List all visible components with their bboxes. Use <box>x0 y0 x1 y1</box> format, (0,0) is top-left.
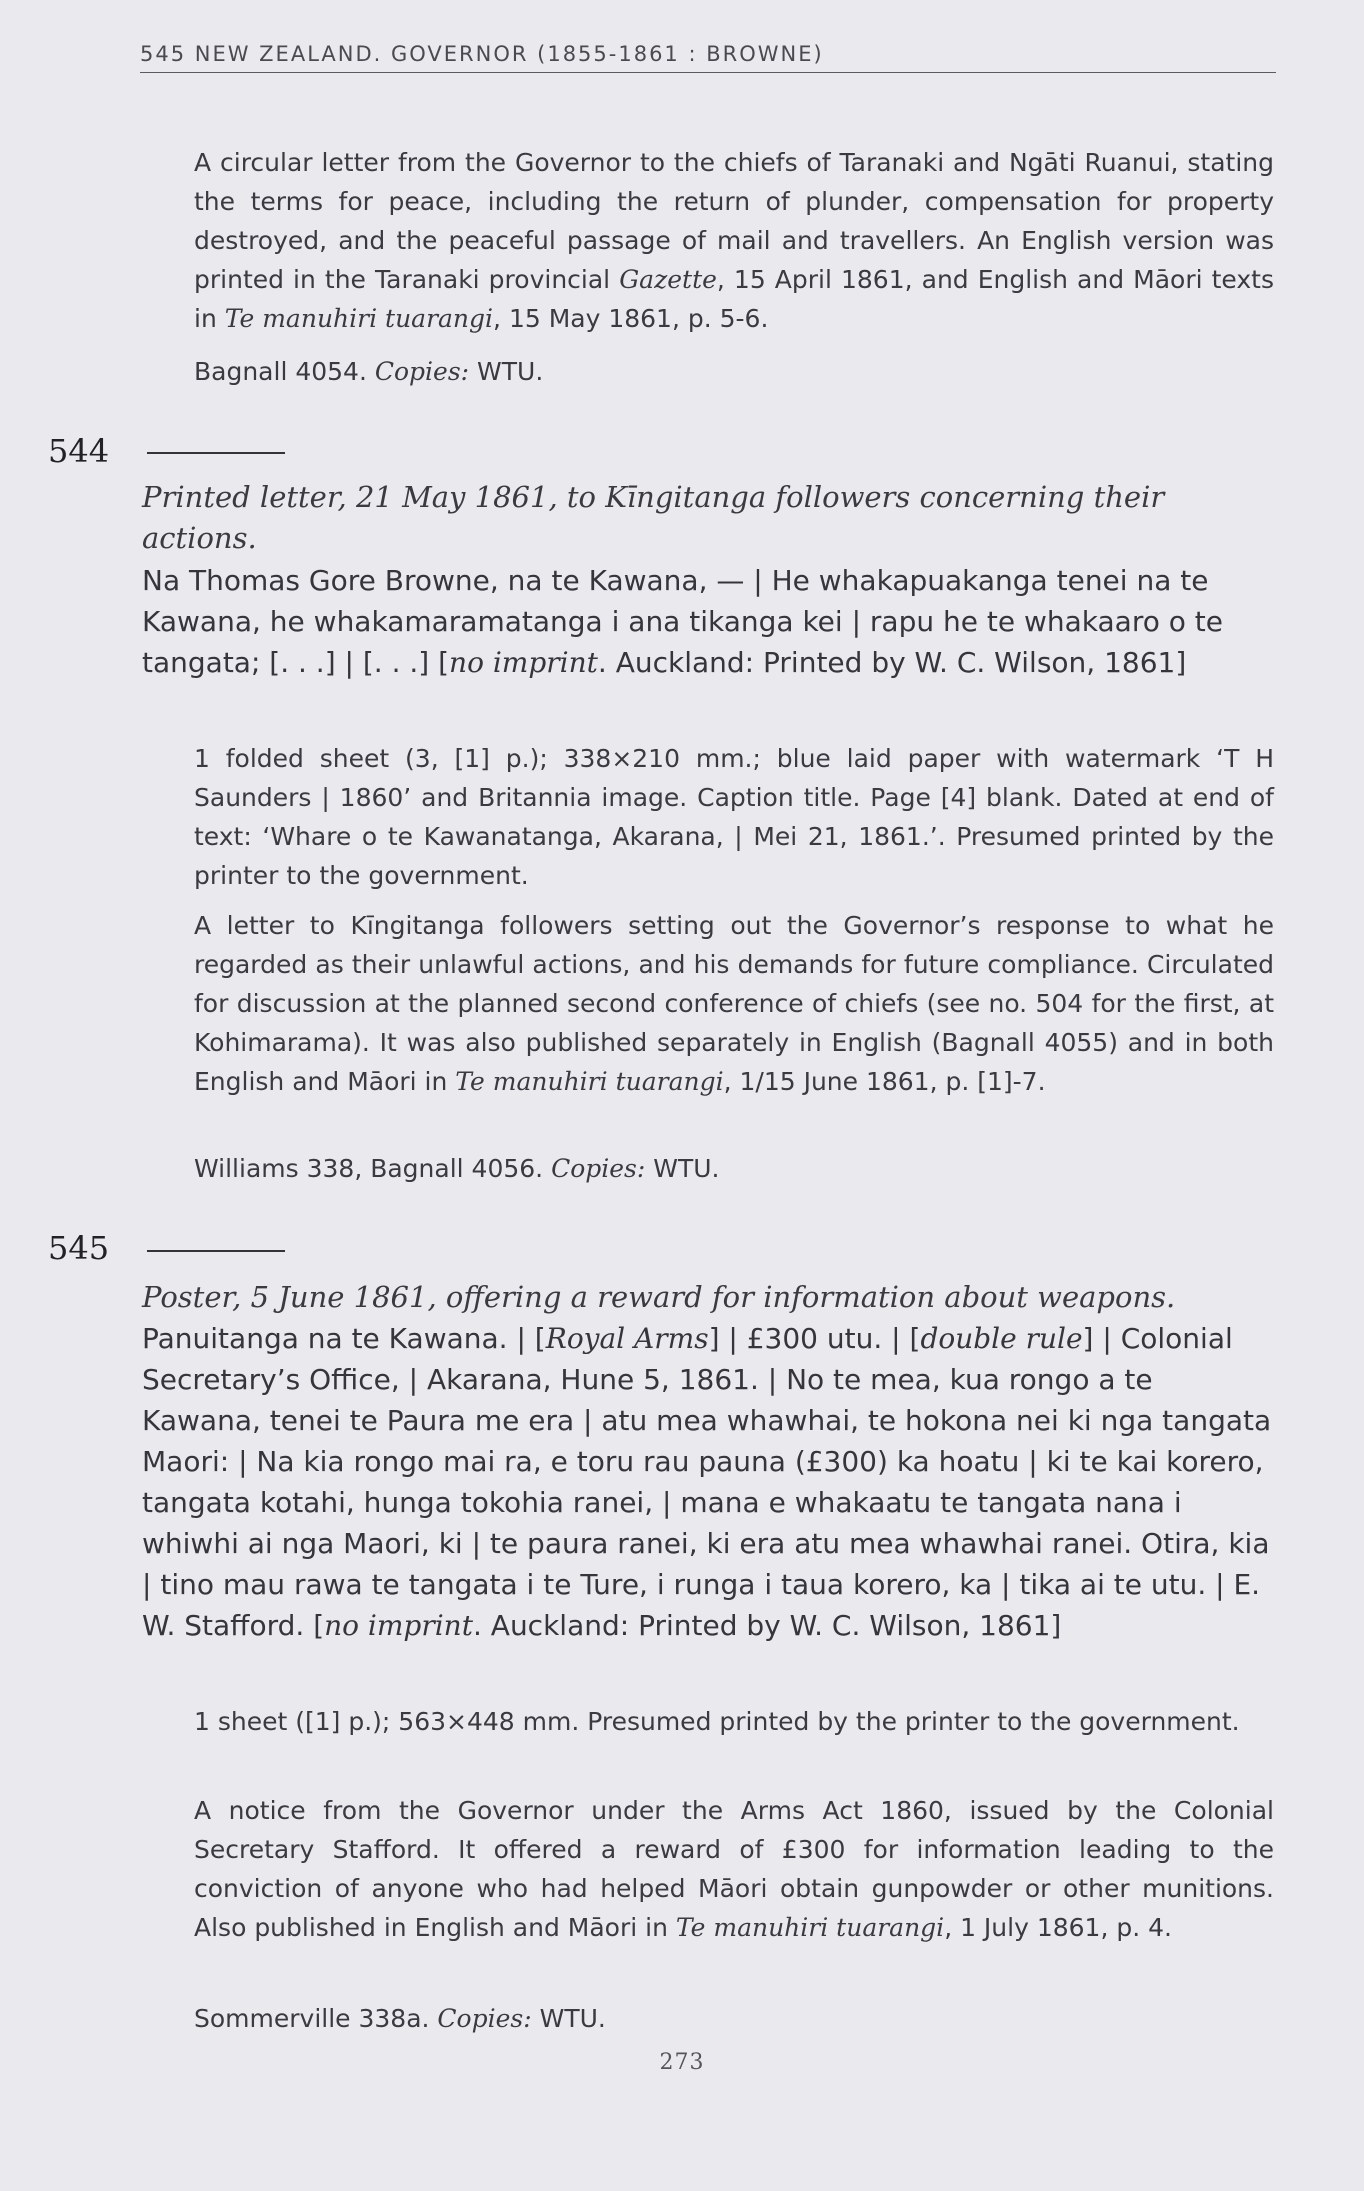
entry-545-description: 1 sheet ([1] p.); 563×448 mm. Presumed printed by the printer to the government. <box>194 1707 1240 1736</box>
entry-545-reference: Sommerville 338a. Copies: WTU. <box>194 2004 606 2033</box>
running-head: 545 NEW ZEALAND. GOVERNOR (1855-1861 : BROWNE) <box>140 42 1276 73</box>
entry-544-description: 1 folded sheet (3, [1] p.); 338×210 mm.; blue laid paper with watermark ‘T H Saunders | 1860’ and Britannia image. Caption title. Page [4] blank. Dated at end of text: ‘Whare o te Kawanatanga, Akarana, | Mei 21, 1861.’. Presumed printed by the printer to the government. <box>194 744 1274 890</box>
entry-544-reference: Williams 338, Bagnall 4056. Copies: WTU. <box>194 1154 720 1183</box>
entry-545-note: A notice from the Governor under the Arms Act 1860, issued by the Colonial Secretary Stafford. It offered a reward of £300 for information leading to the conviction of anyone who had helped Māori obtain gunpowder or other munitions. Also published in English and Māori in Te manuhiri tuarangi, 1 July 1861, p. 4. <box>194 1796 1274 1942</box>
entry-543-reference: Bagnall 4054. Copies: WTU. <box>194 357 544 386</box>
page-number: 273 <box>659 2050 705 2075</box>
entry-543-note: A circular letter from the Governor to the chiefs of Taranaki and Ngāti Ruanui, stating the terms for peace, including the return of plunder, compensation for property destroyed, and the peaceful passage of mail and travellers. An English version was printed in the Taranaki provincial Gazette, 15 April 1861, and English and Māori texts in Te manuhiri tuarangi, 15 May 1861, p. 5-6. <box>194 148 1274 333</box>
entry-545-rule <box>147 1250 285 1252</box>
entry-544-rule <box>147 452 285 454</box>
entry-544-note: A letter to Kīngitanga followers setting out the Governor’s response to what he regarded as their unlawful actions, and his demands for future compliance. Circulated for discussion at the planned second conference of chiefs (see no. 504 for the first, at Kohimarama). It was also published separately in English (Bagnall 4055) and in both English and Māori in Te manuhiri tuarangi, 1/15 June 1861, p. [1]-7. <box>194 911 1274 1096</box>
entry-545-number: 545 <box>48 1229 110 1267</box>
entry-544-number: 544 <box>48 432 110 470</box>
entry-545-title: Poster, 5 June 1861, offering a reward for information about weapons. <box>142 1280 1176 1314</box>
entry-544-transcription: Na Thomas Gore Browne, na te Kawana, — | He whakapuakanga tenei na te Kawana, he whakamaramatanga i ana tikanga kei | rapu he te whakaaro o te tangata; [. . .] | [. . .] [no imprint. Auckland: Printed by W. C. Wilson, 1861] <box>142 564 1223 679</box>
entry-545-transcription: Panuitanga na te Kawana. | [Royal Arms] | £300 utu. | [double rule] | Colonial Secretary’s Office, | Akarana, Hune 5, 1861. | No te mea, kua rongo a te Kawana, tenei te Paura me era | atu mea whawhai, te hokona nei ki nga tangata Maori: | Na kia rongo mai ra, e toru rau pauna (£300) ka hoatu | ki te kai korero, tangata kotahi, hunga tokohia ranei, | mana e whakaatu te tangata nana i whiwhi ai nga Maori, ki | te paura ranei, ki era atu mea whawhai ranei. Otira, kia | tino mau rawa te tangata i te Ture, i runga i taua korero, ka | tika ai te utu. | E. W. Stafford. [no imprint. Auckland: Printed by W. C. Wilson, 1861] <box>142 1322 1272 1642</box>
entry-544-title: Printed letter, 21 May 1861, to Kīngitanga followers concerning their actions. <box>142 480 1165 555</box>
